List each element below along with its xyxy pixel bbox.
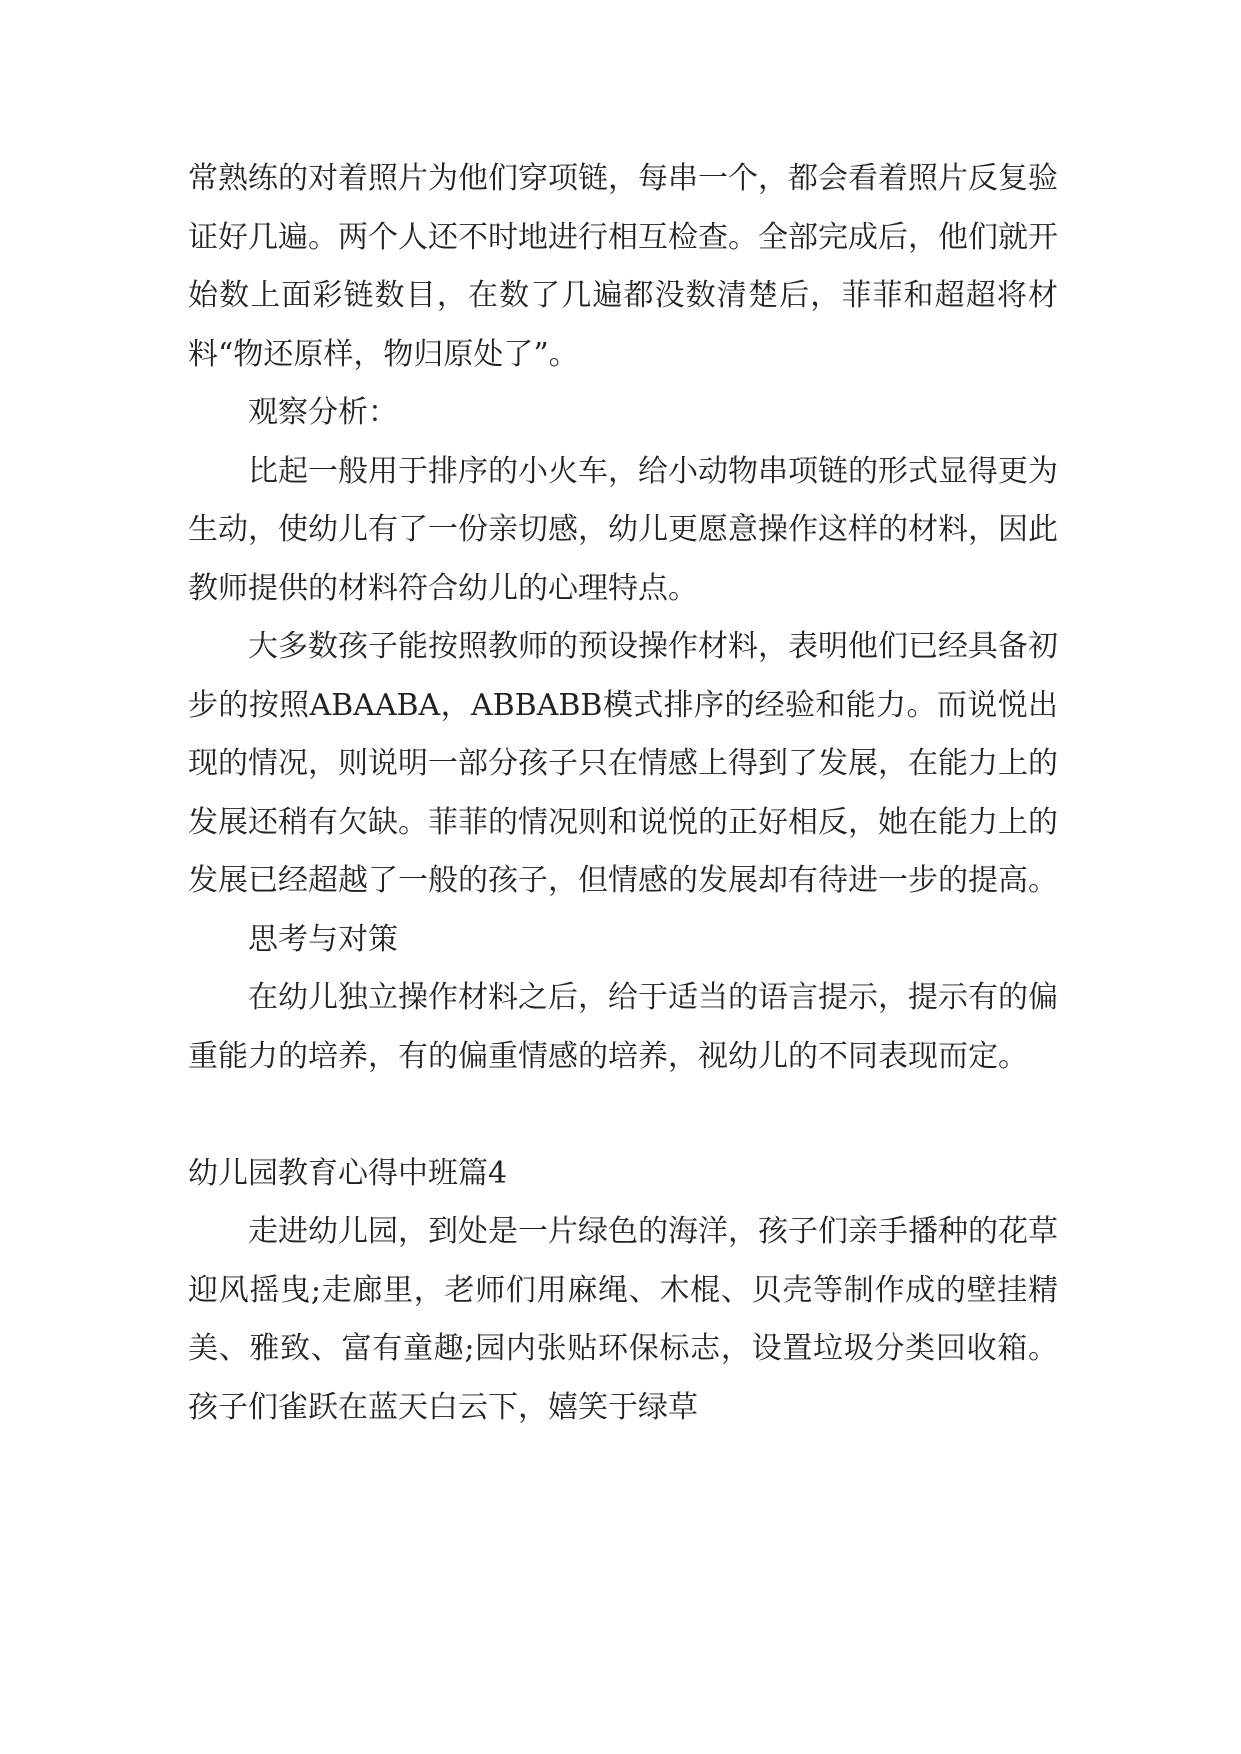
document-body: [188, 150, 1058, 1437]
paragraph-continued: 常熟练的对着照片为他们穿项链，每串一个，都会看着照片反复验证好几遍。两个人还不时地进行相互检查。全部完成后，他们就开始数上面彩链数目，在数了几遍都没数清楚后，菲菲和超超将材料“物还原样，物归原处了”。: [188, 161, 1058, 372]
subheading-thinking-strategy: 思考与对策: [248, 921, 398, 957]
paragraph-analysis-2: 大多数孩子能按照教师的预设操作材料，表明他们已经具备初步的按照ABAABA，ABBABB模式排序的经验和能力。而说悦出现的情况，则说明一部分孩子只在情感上得到了发展，在能力上的发展还稍有欠缺。菲菲的情况则和说悦的正好相反，她在能力上的发展已经超越了一般的孩子，但情感的发展却有待进一步的提高。: [188, 629, 1058, 898]
section-heading: 幼儿园教育心得中班篇4: [188, 1155, 508, 1191]
paragraph-analysis-1: 比起一般用于排序的小火车，给小动物串项链的形式显得更为生动，使幼儿有了一份亲切感，幼儿更愿意操作这样的材料，因此教师提供的材料符合幼儿的心理特点。: [188, 453, 1058, 606]
paragraph-section-4: 走进幼儿园，到处是一片绿色的海洋，孩子们亲手播种的花草迎风摇曳;走廊里，老师们用麻绳、木棍、贝壳等制作成的壁挂精美、雅致、富有童趣;园内张贴环保标志，设置垃圾分类回收箱。孩子们雀跃在蓝天白云下，嬉笑于绿草: [188, 1214, 1058, 1425]
paragraph-strategy: 在幼儿独立操作材料之后，给于适当的语言提示，提示有的偏重能力的培养，有的偏重情感的培养，视幼儿的不同表现而定。: [188, 980, 1058, 1074]
subheading-observation-analysis: 观察分析：: [248, 395, 398, 430]
